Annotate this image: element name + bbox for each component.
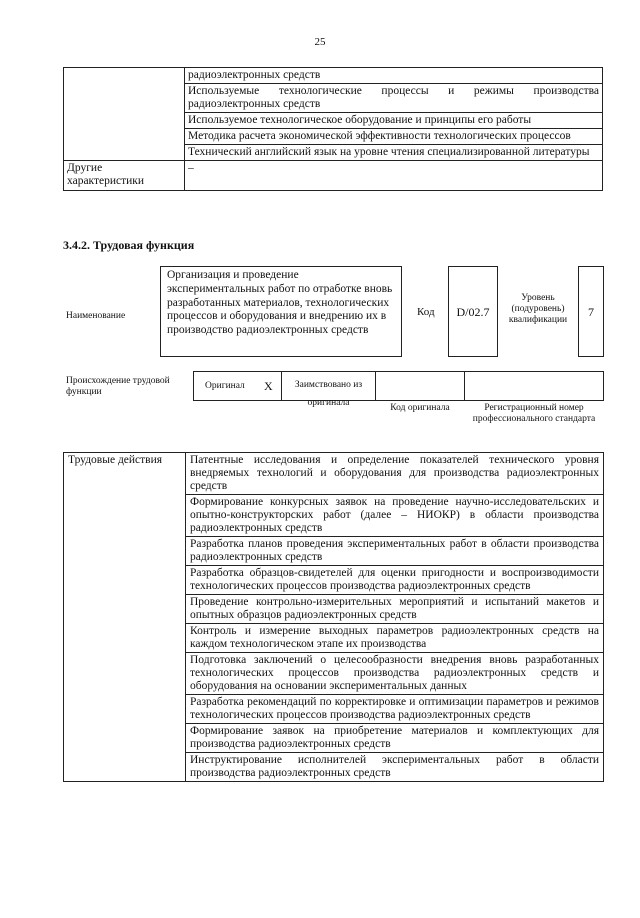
labor-actions-label: Трудовые действия	[64, 453, 186, 782]
page-number: 25	[314, 36, 326, 48]
original-mark: X	[264, 379, 273, 393]
knowledge-item: Используемое технологическое оборудование и принципы его работы	[185, 113, 603, 129]
registration-number-cell	[464, 371, 604, 401]
knowledge-item: Технический английский язык на уровне чтения специализированной литературы	[185, 145, 603, 161]
knowledge-item: радиоэлектронных средств	[185, 68, 603, 84]
section-title: 3.4.2. Трудовая функция	[63, 238, 195, 252]
function-name: Организация и проведение экспериментальных работ по отработке вновь разработанных материалов, технологических процессов и оборудования и внедрению их в производство радиоэлектронных средств	[160, 266, 402, 357]
table-row	[64, 453, 604, 495]
borrowed-cell	[281, 371, 376, 408]
borrowed-label: Заимствовано из оригинала	[294, 380, 363, 408]
original-label: Оригинал	[205, 381, 245, 391]
labor-action-item: Проведение контрольно-измерительных мероприятий и испытаний макетов и опытных образцов радиоэлектронных средств	[186, 595, 604, 624]
labor-action-item: Разработка рекомендаций по корректировке и оптимизации параметров и режимов технологических процессов производства радиоэлектронных средств	[186, 695, 604, 724]
knowledge-item: Методика расчета экономической эффективности технологических процессов	[185, 129, 603, 145]
name-label: Наименование	[66, 311, 126, 321]
code-label: Код	[417, 306, 435, 318]
labor-action-item: Формирование конкурсных заявок на проведение научно-исследовательских и опытно-конструкторских работ (далее – НИОКР) в области производства радиоэлектронных средств	[186, 495, 604, 537]
labor-action-item: Контроль и измерение выходных параметров радиоэлектронных средств на каждом технологическом этапе их производства	[186, 624, 604, 653]
knowledge-table	[63, 67, 603, 191]
labor-action-item: Инструктирование исполнителей экспериментальных работ в области производства радиоэлектронных средств	[186, 753, 604, 782]
other-characteristics-label: Другие характеристики	[64, 161, 185, 191]
knowledge-item: Используемые технологические процессы и режимы производства радиоэлектронных средств	[185, 84, 603, 113]
labor-action-item: Подготовка заключений о целесообразности внедрения вновь разработанных технологических процессов производства радиоэлектронных средств и оборудования на основании экспериментальных данных	[186, 653, 604, 695]
qualification-level-value: 7	[578, 266, 604, 357]
original-code-caption: Код оригинала	[390, 403, 450, 413]
labor-action-item: Патентные исследования и определение показателей технического уровня внедряемых технологий и оборудования для производства радиоэлектронных средств	[186, 453, 604, 495]
labor-action-item: Формирование заявок на приобретение материалов и комплектующих для производства радиоэлектронных средств	[186, 724, 604, 753]
other-characteristics-value: –	[185, 161, 603, 191]
empty-label-cell	[64, 68, 185, 161]
labor-action-item: Разработка образцов-свидетелей для оценки пригодности и воспроизводимости технологических процессов производства радиоэлектронных средств	[186, 566, 604, 595]
registration-number-caption: Регистрационный номер профессионального стандарта	[472, 403, 596, 424]
function-code: D/02.7	[448, 266, 498, 357]
labor-actions-table	[63, 452, 604, 782]
origin-label: Происхождение трудовой функции	[66, 376, 170, 397]
qualification-level-label: Уровень (подуровень) квалификации	[508, 293, 568, 325]
table-row	[64, 68, 603, 84]
original-code-cell	[375, 371, 465, 401]
original-cell	[193, 371, 282, 401]
table-row	[64, 161, 603, 191]
labor-action-item: Разработка планов проведения экспериментальных работ в области производства радиоэлектронных средств	[186, 537, 604, 566]
